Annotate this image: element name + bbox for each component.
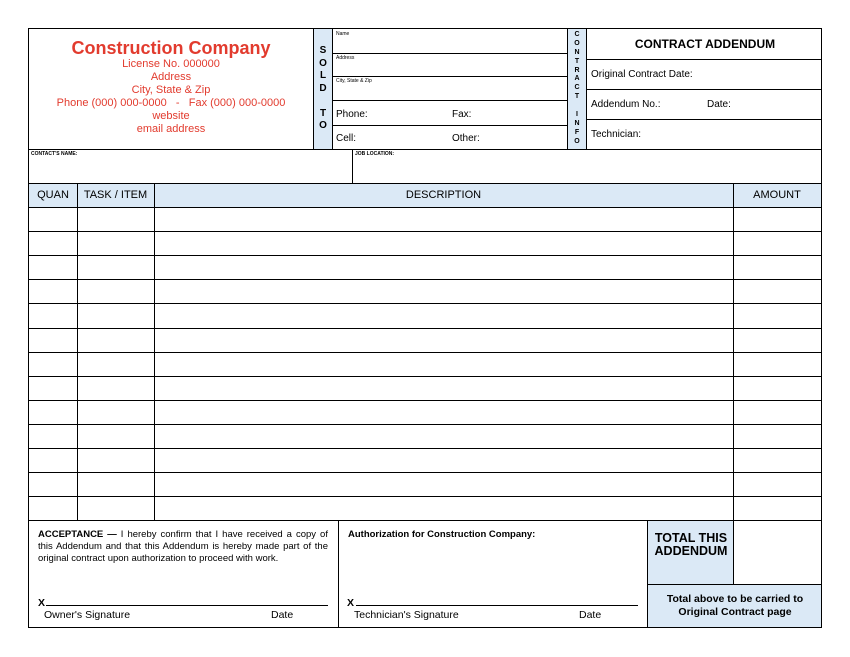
company-license: License No. 000000: [122, 58, 220, 70]
sold-to-cell-label: Cell:: [336, 133, 357, 144]
owner-signature-line[interactable]: [46, 605, 328, 606]
total-amount-field[interactable]: [734, 521, 821, 584]
side-letter: D: [319, 82, 327, 94]
column-divider: [154, 183, 155, 521]
acceptance-paragraph: [38, 529, 328, 565]
side-letter: A: [574, 75, 580, 83]
sold-to-phone-label: Phone:: [336, 109, 368, 120]
owner-date-label: Date: [271, 609, 294, 621]
table-row-line: [29, 448, 821, 449]
table-row-line: [29, 303, 821, 304]
table-row-line: [29, 376, 821, 377]
header-amount: AMOUNT: [753, 189, 801, 201]
sold-to-other-label: Other:: [452, 133, 480, 144]
column-divider: [77, 183, 78, 521]
company-email: email address: [136, 123, 206, 135]
side-letter: C: [574, 31, 580, 38]
technician-date-label: Date: [579, 609, 602, 621]
table-row-line: [29, 424, 821, 425]
divider: [333, 100, 567, 101]
table-row-line: [29, 279, 821, 280]
sold-to-fax-label: Fax:: [452, 109, 472, 120]
side-letter: O: [319, 57, 327, 69]
job-location-label: JOB LOCATION:: [355, 151, 395, 157]
table-row-line: [29, 472, 821, 473]
table-row-line: [29, 496, 821, 497]
side-letter: L: [319, 70, 327, 81]
technician-x-mark: X: [347, 597, 355, 609]
contract-addendum-title: CONTRACT ADDENDUM: [634, 37, 776, 51]
technician-label: Technician:: [591, 129, 642, 140]
carry-note: Total above to be carried to Original Contract page: [666, 593, 804, 618]
company-city-state-zip: City, State & Zip: [131, 84, 211, 96]
side-letter: T: [319, 107, 327, 119]
side-letter: O: [574, 137, 580, 145]
authorization-heading: Authorization for Construction Company:: [348, 529, 536, 540]
header-task-item: TASK / ITEM: [83, 189, 148, 201]
table-row-line: [29, 400, 821, 401]
table-row-line: [29, 255, 821, 256]
table-row-line: [29, 352, 821, 353]
company-address: Address: [150, 71, 192, 83]
technician-signature-label: Technician's Signature: [354, 609, 459, 621]
addendum-date-label: Date:: [707, 99, 731, 110]
side-letter: R: [574, 66, 580, 74]
divider: [587, 119, 822, 120]
table-header-line: [29, 207, 821, 208]
company-website: website: [152, 110, 190, 122]
side-letter: O: [319, 120, 327, 131]
side-letter: T: [574, 57, 580, 65]
side-letter: S: [319, 45, 327, 56]
side-letter: C: [574, 84, 580, 92]
header-description: DESCRIPTION: [405, 189, 482, 201]
side-letter: N: [574, 119, 580, 127]
acceptance-heading: ACCEPTANCE —: [38, 529, 117, 540]
divider: [333, 125, 567, 126]
sold-to-name-label: Name: [336, 31, 350, 37]
header-quan: QUAN: [37, 189, 69, 201]
company-phone-fax: Phone (000) 000-0000 - Fax (000) 000-0000: [56, 97, 286, 109]
side-letter: T: [574, 93, 580, 101]
sold-to-label: [313, 46, 333, 134]
side-letter: O: [574, 39, 580, 47]
technician-signature-line[interactable]: [356, 605, 638, 606]
divider: [28, 149, 822, 150]
divider: [587, 59, 822, 60]
contract-info-label: [567, 31, 587, 147]
column-divider: [733, 183, 734, 521]
owner-x-mark: X: [38, 597, 46, 609]
addendum-no-label: Addendum No.:: [591, 99, 661, 110]
table-row-line: [29, 231, 821, 232]
company-name: Construction Company: [71, 38, 271, 58]
side-letter: F: [574, 128, 580, 136]
contact-name-label: CONTACT'S NAME:: [31, 151, 78, 157]
original-contract-date-label: Original Contract Date:: [591, 69, 693, 80]
table-row-line: [29, 328, 821, 329]
divider: [333, 53, 567, 54]
divider: [352, 149, 353, 183]
owner-signature-label: Owner's Signature: [44, 609, 131, 621]
total-this-addendum: TOTAL THIS ADDENDUM: [654, 531, 728, 558]
sold-to-city-label: City, State & Zip: [336, 78, 372, 84]
side-letter: I: [576, 111, 578, 119]
divider: [333, 76, 567, 77]
divider: [587, 89, 822, 90]
divider: [338, 521, 339, 628]
sold-to-address-label: Address: [336, 55, 355, 61]
side-letter: N: [574, 48, 580, 56]
acceptance-text: I hereby confirm that I have received a copy of this Addendum and that this Addendum is hereby made part of the original contract upon authorization to proceed with work.: [38, 529, 328, 564]
